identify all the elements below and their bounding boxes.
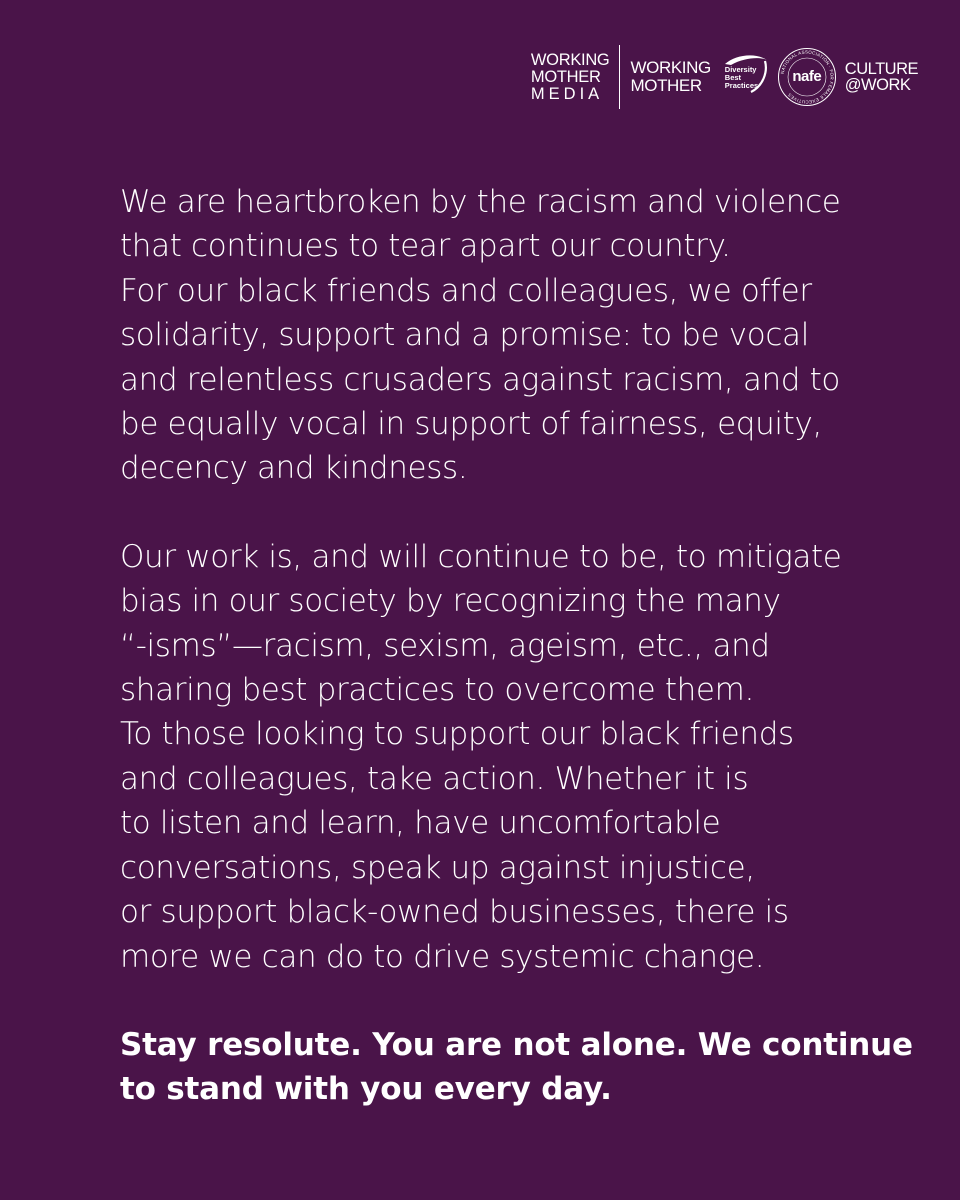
- closing-line: Stay resolute. You are not alone. We continue: [120, 1026, 913, 1063]
- wmm-line-1: WORKING: [530, 50, 610, 69]
- p1-line: decency and kindness.: [120, 450, 468, 487]
- dbp-line-3: Practices: [724, 81, 759, 90]
- statement-body: [120, 180, 913, 1112]
- culture-at-work-logo: [845, 61, 918, 93]
- p1-line: We are heartbroken by the racism and violence: [120, 184, 841, 220]
- p1-line: be equally vocal in support of fairness, equity,: [120, 406, 822, 443]
- p2-line: conversations, speak up against injustice,: [120, 849, 755, 886]
- p1-line: solidarity, support and a promise: to be vocal: [120, 317, 809, 354]
- p2-line: To those looking to support our black friends: [120, 716, 794, 753]
- p2-line: or support black-owned businesses, there is: [120, 894, 789, 931]
- p1-line: that continues to tear apart our country.: [120, 228, 731, 265]
- logo-divider: [619, 45, 620, 109]
- closing-statement: [120, 1023, 913, 1112]
- wm-line-2: MOTHER: [630, 76, 702, 95]
- p1-line: and relentless crusaders against racism, and to: [120, 361, 841, 398]
- wm-line-1: WORKING: [630, 58, 711, 77]
- statement-paragraph-1: [120, 180, 880, 491]
- nafe-logo: [777, 47, 837, 107]
- statement-paragraph-2: [120, 535, 880, 979]
- p2-line: and colleagues, take action. Whether it is: [120, 760, 749, 797]
- caw-line-1: CULTURE: [844, 60, 918, 78]
- nafe-ring-text: NATIONAL ASSOCIATION · FOR FEMALE EXECUTIVES: [779, 49, 835, 105]
- working-mother-logo: [630, 59, 720, 95]
- wmm-line-2: MOTHER: [530, 67, 601, 86]
- dbp-line-1: Diversity: [724, 65, 757, 74]
- closing-line: to stand with you every day.: [120, 1071, 612, 1108]
- wmm-line-3: MEDIA: [530, 84, 604, 103]
- p1-line: For our black friends and colleagues, we offer: [120, 272, 812, 309]
- partner-logos: [531, 44, 918, 110]
- p2-line: bias in our society by recognizing the many: [120, 583, 781, 620]
- p2-line: Our work is, and will continue to be, to mitigate: [120, 538, 842, 575]
- p2-line: “-isms”—racism, sexism, ageism, etc., and: [120, 627, 770, 664]
- diversity-best-practices-logo: [721, 52, 769, 102]
- dbp-line-2: Best: [724, 73, 742, 82]
- p2-line: sharing best practices to overcome them.: [120, 672, 755, 709]
- working-mother-media-logo: [531, 52, 620, 103]
- nafe-wordmark: nafe: [792, 68, 822, 85]
- caw-line-2: @WORK: [844, 76, 911, 94]
- p2-line: more we can do to drive systemic change.: [120, 938, 765, 975]
- p2-line: to listen and learn, have uncomfortable: [120, 805, 721, 842]
